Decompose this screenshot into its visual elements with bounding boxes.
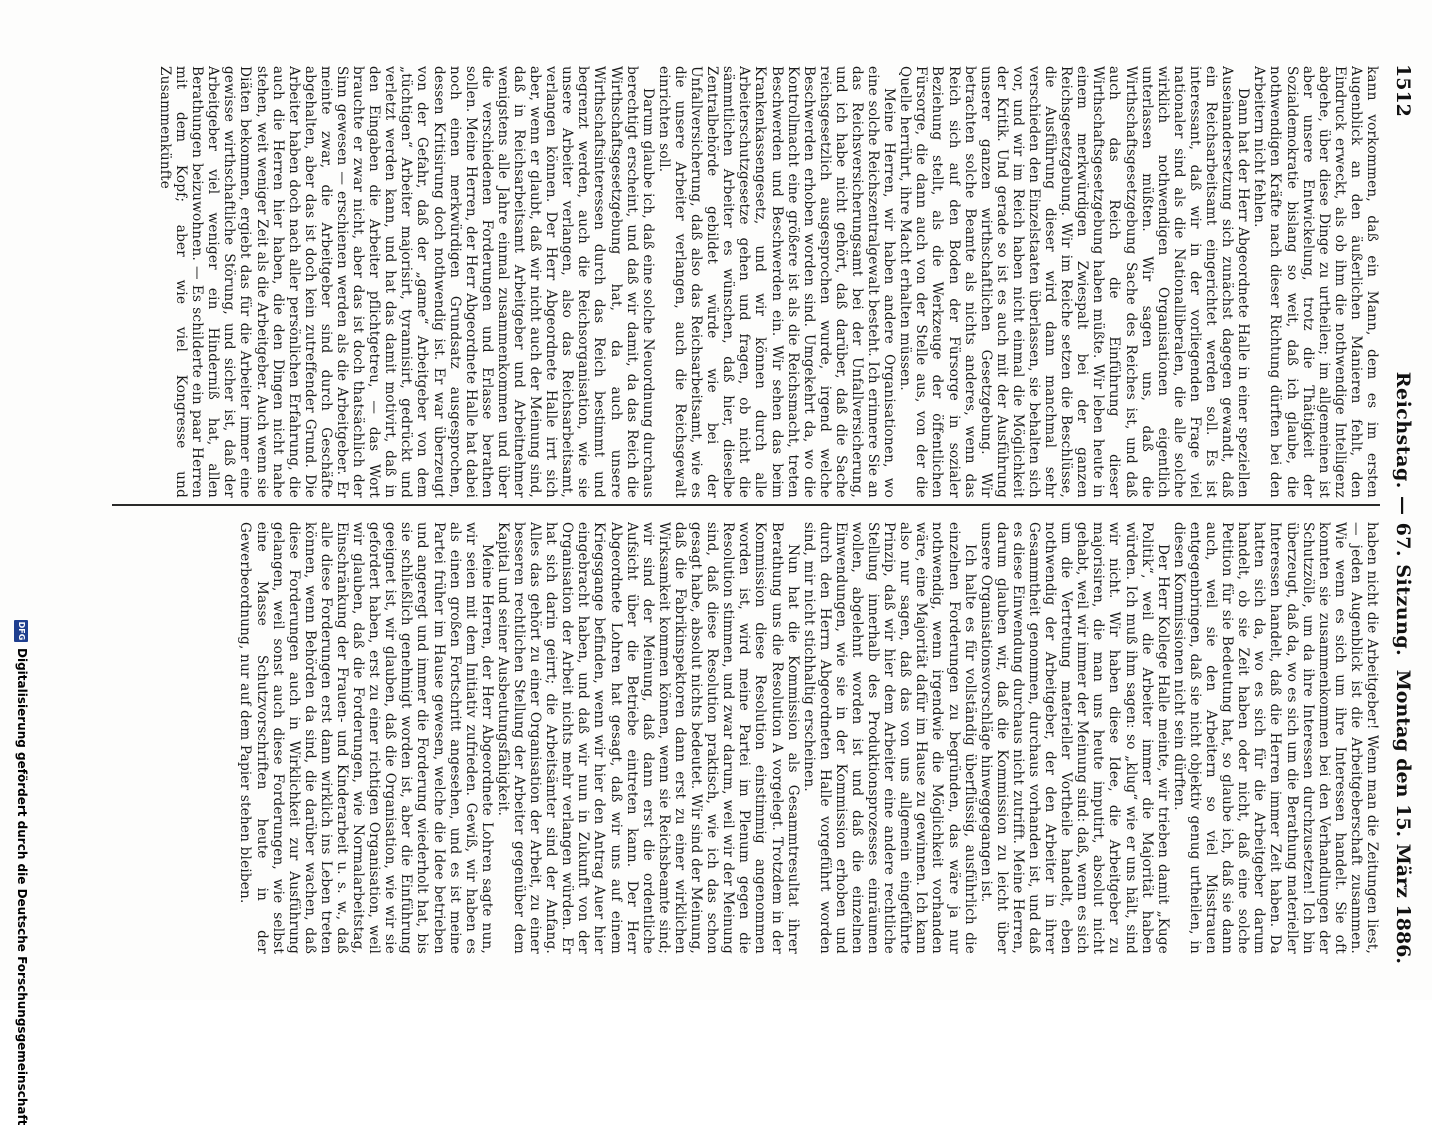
page-number: 1512 bbox=[1392, 64, 1414, 117]
column-divider bbox=[112, 504, 1380, 506]
paragraph: Darum glaube ich, daß eine solche Neuordnung durchaus berechtigt erscheint, und daß wir damit, da das Reich die Wirthschaftsgesetzgebung hat, da auch unsere Wirthschaftsinteressen durch das Reich bestimmt und begrenzt werden, auch die Reichsorganisation, wie sie unsere Arbeiter verlangen, also das Reichsarbeitsamt, verlangen können. Der Herr Abgeordnete Halle irrt sich aber, wenn er glaubt, daß wir nicht auch der Meinung sind, daß in Reichsarbeitsamt Arbeitgeber und Arbeitnehmer wenigstens alle Jahre einmal zusammenkommen und über die verschiedenen Forderungen und Erlasse berathen sollen. Meine Herren, der Herr Abgeordnete Halle hat dabei noch einen merkwürdigen Grundsatz ausgesprochen, dessen Kritisirung doch nothwendig ist. Er war überzeugt von der Gefahr, daß der „game“ Arbeitgeber von dem „tüchtigen“ Arbeiter majorisirt, tyrannisirt, gedrückt und verletzt werden kann, und hat das damit motivirt, daß in den Eingaben die Arbeiter pflichtgetreu, — das Wort brauchte er zwar nicht, aber das ist doch thatsächlich der Sinn gewesen — erschienen werden als die Arbeitgeber. Er meinte zwar, die Arbeitgeber sind durch Geschäfte abgehalten, aber das ist doch kein zutreffender Grund. Die Arbeiter haben doch nach aller persönlichen Erfahrung, die auch die Herren hier haben, die den Dingen nicht nahe stehen, weit weniger Zeit als die Arbeitgeber. Auch wenn sie Diäten bekommen, ergiebt das für die Arbeiter immer eine gewisse wirthschaftliche Störung, und sicher ist, daß der Arbeitgeber viel weniger ein Hinderniß hat, allen Berathungen beizuwohnen. — Es schilderte ein paar Herren mit dem Kopf; aber wie viel Kongresse und Zusammenkünfte bbox=[156, 66, 656, 498]
paragraph: Der Herr Kollege Halle meinte, wir trieben damit „Kuge Politik“, weil die Arbeiter immer die Majorität haben würden. Ich muß ihm sagen: so „klug“ wie er uns hält, sind wir nicht. Wir haben diese Idee, die Arbeitgeber zu majorisiren, die man uns heute imputirt, absolut nicht gehabt, weil wir immer der Meinung sind: daß, wenn es sich um die Vertretung materieller Vortheile handelt, eben nothwendig der Arbeitgeber, der den Arbeiter in ihrer Gesammtheit genommen, durchaus vorhanden ist, und daß es diese Einwendung durchaus nicht zutrifft. Meine Herren, darum glauben wir, daß die Kommission zu leicht über unsere Organisationsvorschläge hinweggegangen ist. bbox=[977, 522, 1171, 954]
session-date: Montag den 15. März 1886. bbox=[1392, 669, 1414, 964]
dfg-logo-icon: DFG bbox=[15, 620, 29, 642]
paragraph: Meine Herren, der Herr Abgeordnete Lohren sagte nun, wir seien mit dem Initiativ zufrieden. Gewiß, wir haben es als einen großen Fortschritt angesehen, und es ist meine Partei früher im Hause gewesen, welche die Idee betrieben und angeregt und immer die Forderung wiederholt hat, bis sie schließlich genehmigt worden ist, aber die Einführung geeignet ist, wir glauben, daß die Organisation, wie wir sie gefordert haben, erst zu einer richtigen Organisation, weil wir glauben, daß die Forderungen, wie Normalarbeitstag, Einschränkung der Frauen- und Kinderarbeit u. s. w., daß alle diese Forderungen erst dann wirklich ins Leben treten können, wenn Behörden da sind, die darüber wachen, daß diese Forderungen auch in Wirklichkeit zur Ausführung gelangen, weil sonst auch diese Forderungen, wie selbst eine Masse Schutzvorschriften heute in der Gewerbeordnung, nur auf dem Papier stehen bleiben. bbox=[237, 522, 495, 954]
paragraph: kann vorkommen, daß ein Mann, dem es im ersten Augenblick an den äußerlichen Manieren fehlt, den Eindruck erweckt, als ob ihm die nothwendige Intelligenz abgehe, über diese Dinge zu urtheilen; im allgemeinen ist aber unsere Entwickelung, trotz die Thätigkeit der Sozialdemokratie bislang so weit, daß ich glaube, die nothwendigen Kräfte nach dieser Richtung dürften bei den Arbeitern nicht fehlen. bbox=[1251, 66, 1380, 498]
session-title: Reichstag. — 67. Sitzung. bbox=[1392, 371, 1414, 657]
running-head bbox=[1386, 64, 1420, 964]
digitization-credit bbox=[7, 620, 29, 1125]
paragraph: Nun hat die Kommission als Gesammtresultat ihrer Berathung uns die Resolution A vorgelegt. Trotzdem in der Kommission diese Resolution einstimmig angenommen worden ist, wird meine Partei im Plenum gegen die Resolution stimmen, und zwar darum, weil wir der Meinung sind, daß diese Resolution praktisch, wie ich das schon gesagt habe, absolut nichts bedeutet. Wir sind der Meinung, daß die Fabrikinspektoren dann erst zu einer wirklichen Wirksamkeit kommen können, wenn sie Reichsbeamte sind; wir sind der Meinung, daß dann erst die ordentliche Aufsicht über die Betriebe eintreten kann. Der Herr Abgeordnete Lohren hat gesagt, daß wir uns auf einem Kriegsgange befinden, wenn wir hier den Antrag Auer hier eingebracht haben, und daß wir nun in Zukunft von der Organisation der Arbeit nichts mehr verlangen würden. Er hat sich darin geirrt; die Arbeitsämter sind der Anfang. Alles das gehört zu einer Organisation der Arbeit, zu einer besseren rechtlichen Stellung der Arbeiter gegenüber dem Kapital und seiner Ausbeutungsfähigkeit. bbox=[494, 522, 801, 954]
paragraph: haben nicht die Arbeitgeber! Wenn man die Zeitungen liest, — jeden Augenblick ist die Arbeitgeberschaft zusammen. Wie wenn es sich um ihre Interessen handelt. Sie oft konnten sie zusammenkommen bei den Verhandlungen der Schutzzölle, um da ihre Interessen durchzusetzen! Ich bin überzeugt, daß da, wo es sich um die Berathung materieller Interessen handelt, daß die Herren immer Zeit haben. Da hatten sich da, wo es sich für die Arbeitgeber darum handelt, ob sie Zeit haben oder nicht, daß eine solche Petition für sie Bedeutung hat, so glaube ich, daß sie dann auch, weil sie den Arbeitern so viel Misstrauen entgegenbringen, daß sie nicht objektiv genug urtheilen, in diesen Kommissionen nicht sein dürften. bbox=[1170, 522, 1380, 954]
paragraph: Ich halte es für vollständig überflüssig, ausführlich die einzelnen Forderungen zu begründen, das wäre ja nur nothwendig, wenn irgendwie die Möglichkeit vorhanden wäre, eine Majorität dafür im Hause zu gewinnen. Ich kann also nur sagen, daß das von uns allgemein eingeführte Prinzip, daß wir hier dem Arbeiter eine andere rechtliche Stellung innerhalb des Produktionsprozesses einräumen wollen, abgelehnt worden ist und daß die einzelnen Einwendungen, wie sie in der Kommission erhoben und durch den Herrn Abgeordneten Halle vorgeführt worden sind, mir nicht stichhaltig erscheinen. bbox=[800, 522, 978, 954]
text-column-right bbox=[110, 522, 1380, 954]
text-column-left bbox=[110, 66, 1380, 498]
digitization-credit-text: Digitalisierung gefördert durch die Deutsche Forschungsgemeinschaft bbox=[15, 648, 29, 1125]
paragraph: Meine Herren, wir haben andere Organisationen, wo eine solche Reichszentralgewalt besteht. Ich erinnere Sie an das Reichsversicherungsamt bei der Unfallversicherung, und ich habe nicht gehört, daß darüber, daß die Sache reichsgesetzlich ausgesprochen wurde, irgend welche Beschwerden erhoben worden sind. Umgekehrt da, wo die Kontrollmacht eine größere ist als die Reichsmacht, treten Beschwerden und Beschwerden ein. Wir sehen das beim Krankenkassengesetz, und wir können durch alle Arbeiterschutzgesetze gehen und fragen, ob nicht die sämmtlichen Arbeiter es wünschen, daß hier, dieselbe Zentralbehörde gebildet würde wie bei der Unfallversicherung, daß also das Reichsarbeitsamt, wie es die unsere Arbeiter verlangen, auch die Reichsgewalt einrichten soll. bbox=[655, 66, 898, 498]
paragraph: Dann hat der Herr Abgeordnete Halle in einer speziellen Auseinandersetzung sich zunächst dagegen gewandt, daß ein Reichsarbeitsamt eingerichtet werden soll. Es ist interessant, daß wir in der vorliegenden Frage viel nationaler sind als die Nationalliberalen, die alle solche wirklich nothwendigen Organisationen eigentlich unterlassen müßten. Wir sagen uns, daß die Wirthschaftsgesetzgebung Sache des Reiches ist, und daß auch das Reich die Einführung dieser Wirthschaftsgesetzgebung haben müßte. Wir leben heute in einem merkwürdigen Zwiespalt bei der ganzen Reichsgesetzgebung. Wir im Reiche setzen die Beschlüsse, die Ausführung dieser wird dann manchmal sehr verschieden den Einzelstaaten überlassen, sie behalten sich vor, und wir im Reich haben nicht einmal die Möglichkeit der Kritik. Und gerade so ist es auch mit der Ausführung unserer ganzen wirthschaftlichen Gesetzgebung. Wir betrachten solche Beamte als nichts anderes, wenn das Reich sich auf den Boden der Fürsorge in sozialer Beziehung stellt, als die Werkzeuge der öffentlichen Fürsorge, die dann auch von der Stelle aus, von der die Quelle herrührt, ihre Macht erhalten müssen. bbox=[897, 66, 1252, 498]
